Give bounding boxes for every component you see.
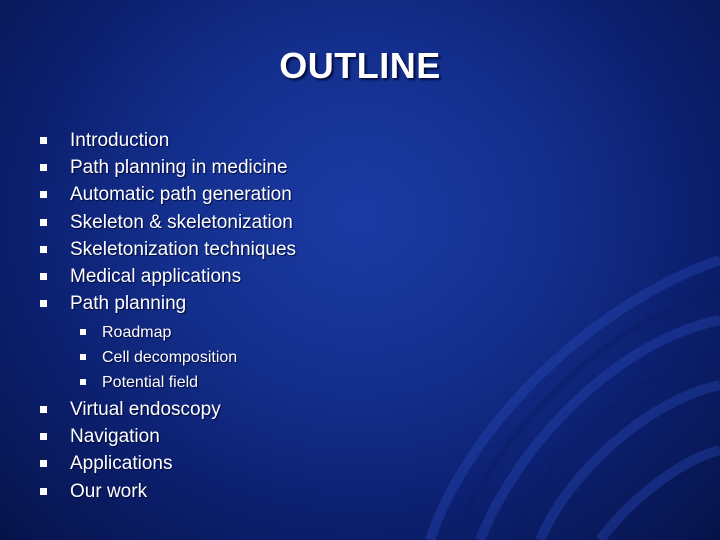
square-bullet-icon [40,219,47,226]
square-bullet-icon [40,433,47,440]
list-item-label: Medical applications [70,265,242,287]
sublist-item-label: Potential field [102,374,199,391]
list-item [0,423,720,450]
sublist-item-label: Roadmap [102,324,172,341]
square-bullet-icon [80,329,86,335]
sublist-item [0,320,720,345]
list-item [0,263,720,290]
list-item-label: Introduction [70,130,170,151]
list-item-label: Skeleton & skeletonization [70,211,293,233]
slide-title: OUTLINE [279,45,441,86]
list-item-label: Path planning [70,293,187,315]
list-item-label: Navigation [70,426,160,448]
square-bullet-icon [80,379,86,385]
list-item [0,290,720,317]
outline-list-continued [0,396,720,505]
square-bullet-icon [40,488,47,495]
list-item-label: Skeletonization techniques [70,238,297,260]
square-bullet-icon [40,406,47,413]
list-item [0,127,720,154]
list-item-label: Automatic path generation [70,184,292,206]
list-item-label: Virtual endoscopy [70,399,221,420]
list-item [0,236,720,263]
list-item [0,181,720,208]
list-item [0,478,720,505]
list-item-label: Applications [70,453,173,475]
sublist-item [0,370,720,395]
square-bullet-icon [40,191,47,198]
list-item [0,209,720,236]
list-item-label: Our work [70,480,148,502]
square-bullet-icon [40,300,47,307]
square-bullet-icon [40,460,47,467]
sublist-item [0,345,720,370]
list-item [0,154,720,181]
list-item [0,396,720,423]
square-bullet-icon [40,164,47,171]
square-bullet-icon [40,246,47,253]
outline-list [0,127,720,317]
square-bullet-icon [40,273,47,280]
square-bullet-icon [80,354,86,360]
sublist-item-label: Cell decomposition [102,349,238,366]
outline-sublist [0,320,720,395]
square-bullet-icon [40,137,47,144]
list-item [0,450,720,477]
list-item-label: Path planning in medicine [70,157,288,179]
